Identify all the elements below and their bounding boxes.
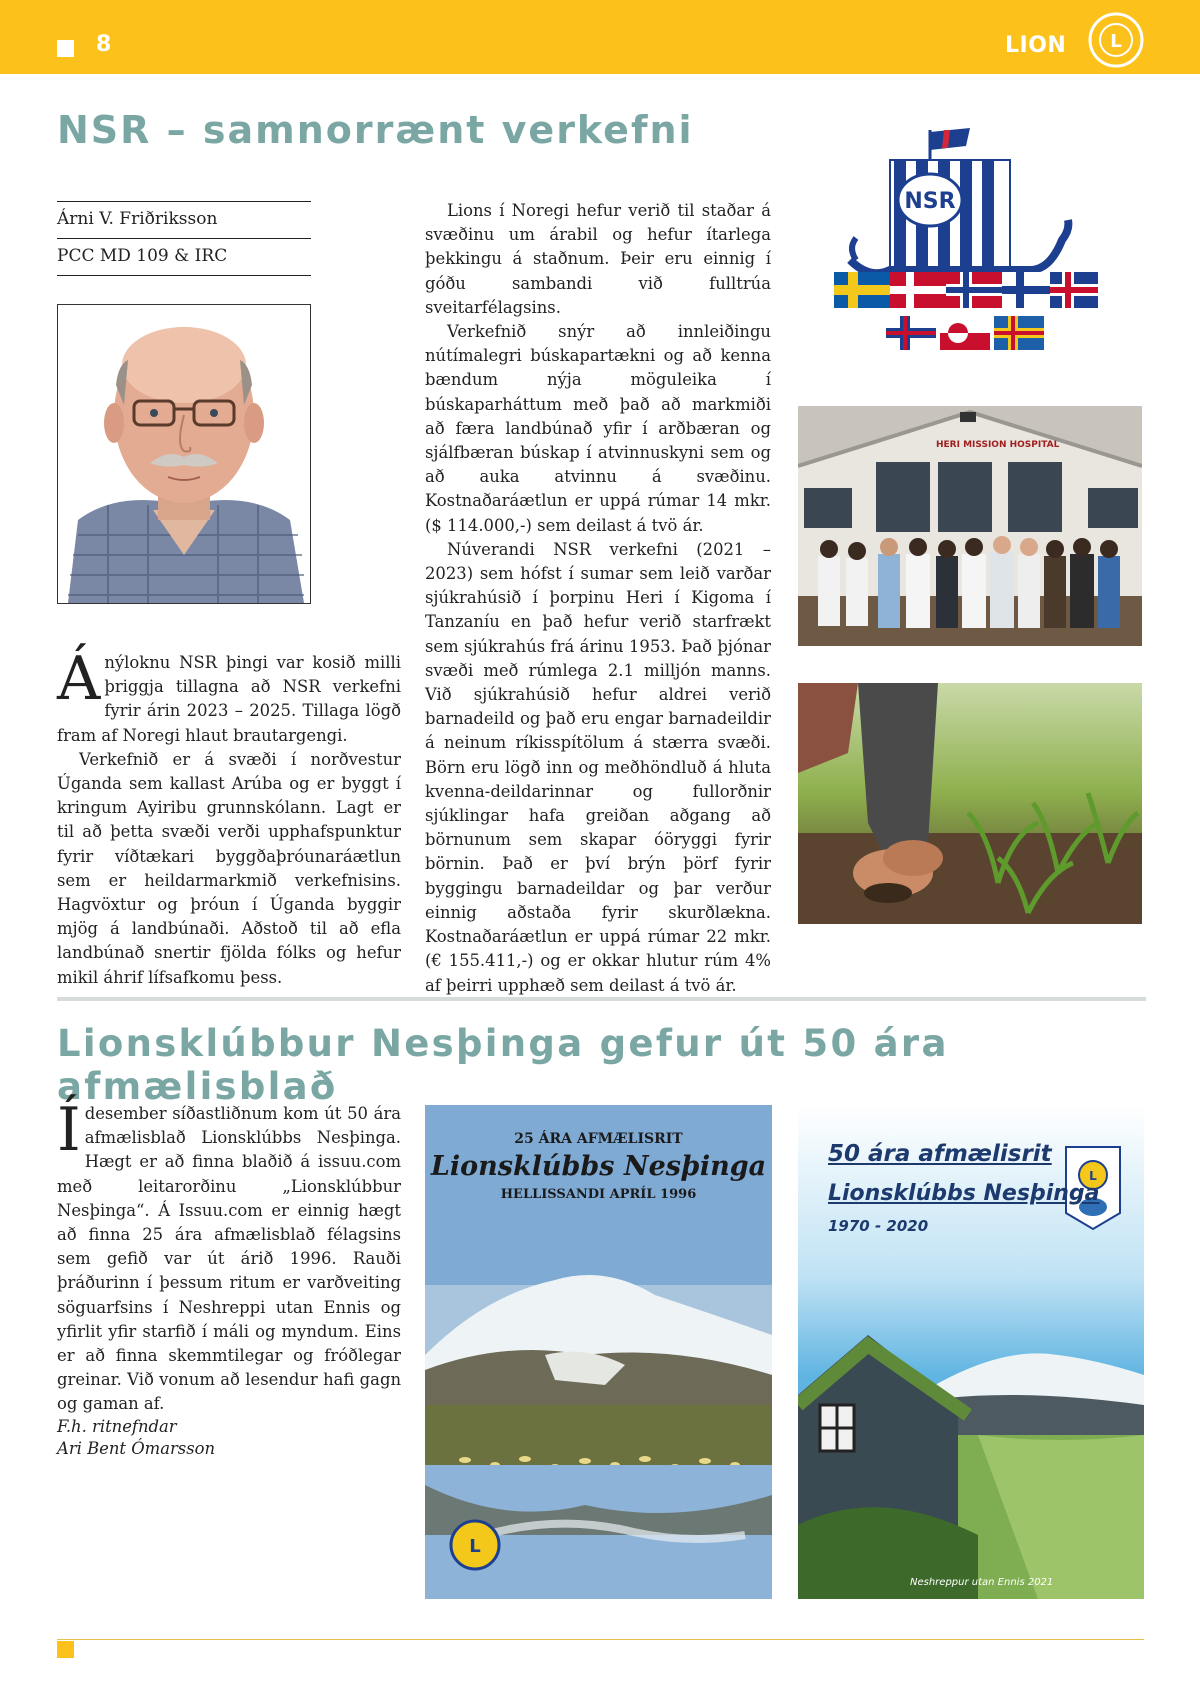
article1-column1 <box>57 644 401 990</box>
paragraph: desember síðastliðnum kom út 50 ára afmælisblað Lionsklúbbs Nesþinga. Hægt er að finna blaðið á issuu.com með leitarorðinu „Lionsklúbbur Nesþinga“. Á Issuu.com er einnig hægt að finna 25 ára afmælisblað félagsins sem gefið var út árið 1996. Rauði þráðurinn í þessum ritum er varðveiting söguarfsins í Neshreppi utan Ennis og yfirlit yfir starfið í máli og myndum. Eins er að finna skemmtilegar og fróðlegar greinar. Við vonum að lesendur hafi gagn og gaman af. <box>57 1104 401 1414</box>
cover-title: Lionsklúbbs Nesþinga <box>430 1151 767 1182</box>
nsr-logo-text: NSR <box>904 189 956 214</box>
paragraph: Núverandi NSR verkefni (2021 – 2023) sem hófst í sumar sem leið varðar sjúkrahúsið í þorpinu Heri í Kigoma í Tanzaníu en það hefur verið starfrækt sem sjúkrahús frá árinu 1953. Það þjónar svæði með rúmlega 2.1 milljón manns. Við sjúkrahúsið hefur aldrei verið barnadeild og það eru engar barnadeildir á neinum ríkisspítölum á stærra svæði. Börn eru lögð inn og meðhöndluð á hluta kvenna-deildarinnar og fullorðnir sjúklingar hafa greiðan aðgang að börnunum sem skapar óöryggi fyrir börnin. Það er því brýn þörf fyrir byggingu barnadeildar og þar verður einnig aðstaða fyrir skurðlækna. Kostnaðaráætlun er uppá rúmar 22 mkr. (€ 155.411,-) og er okkar hlutur rúm 4% af þeirri upphæð sem deilast á tvö ár. <box>425 539 771 995</box>
signature-line: F.h. ritnefndar <box>57 1417 177 1436</box>
author-name: Árni V. Friðriksson <box>57 201 311 238</box>
author-title: PCC MD 109 & IRC <box>57 238 311 276</box>
dropcap: Á <box>57 644 101 714</box>
paragraph: Lions í Noregi hefur verið til staðar á svæðinu um árabil og hefur ítarlega þekkingu á staðnum. Þeir eru einnig í góðu sambandi við fulltrúa sveitarfélagsins. <box>425 201 771 317</box>
cover-2021 <box>798 1105 1144 1599</box>
header-square <box>57 40 74 57</box>
cover2-footer: Neshreppur utan Ennis 2021 <box>910 1577 1054 1588</box>
article-title: Lionsklúbbur Nesþinga gefur út 50 ára afmælisblað <box>57 1022 949 1108</box>
paragraph: Verkefnið snýr að innleiðingu nútímalegri búskapartækni og að kenna bændum nýja möguleika í búskaparháttum með það að markmiði að færa landbúnað yfir í arðbæran og sjálfbæran búskap í atvinnuskyni sem og að auka atvinnu á svæðinu. Kostnaðaráætlun er uppá rúmar 14 mkr. ($ 114.000,-) sem deilast á tvö ár. <box>425 322 771 535</box>
paragraph: Verkefnið er á svæði í norðvestur Úganda sem kallast Arúba og er byggt í kringum Ayiribu grunnskólann. Lagt er til að þetta svæði verði upphafspunktur fyrir víðtækari byggðaþróunaráætlun sem er heildarmarkmið verkefnisins. Hagvöxtur og þróun í Úganda byggir mjög á landbúnaði. Aðstoð til að efla landbúnað snertir fjölda fólks og hefur mikil áhrif lífsafkomu þess. <box>57 749 401 987</box>
signature <box>57 1416 215 1460</box>
cover2-title: Lionsklúbbs Nesþinga <box>828 1181 1100 1206</box>
cover-1996 <box>425 1105 772 1599</box>
article-title: NSR – samnorrænt verkefni <box>57 108 694 152</box>
farming-photo <box>798 683 1142 924</box>
svg-text:L: L <box>469 1536 481 1557</box>
signature-name: Ari Bent Ómarsson <box>57 1439 216 1458</box>
byline <box>57 201 311 276</box>
dropcap: Í <box>57 1095 81 1165</box>
section-divider <box>57 997 1146 1001</box>
magazine-name: LION <box>1005 33 1067 58</box>
cover-date: HELLISSANDI APRÍL 1996 <box>500 1187 697 1202</box>
svg-text:L: L <box>1089 1169 1097 1183</box>
hospital-photo <box>798 406 1142 646</box>
svg-text:L: L <box>1110 31 1122 52</box>
article1-column2 <box>425 199 771 998</box>
cover2-subtitle: 50 ára afmælisrit <box>828 1141 1052 1167</box>
footer-line <box>57 1639 1144 1640</box>
hospital-sign: HERI MISSION HOSPITAL <box>936 440 1060 450</box>
author-portrait <box>57 304 311 604</box>
header-bar <box>0 0 1200 74</box>
paragraph: nýloknu NSR þingi var kosið milli þriggja tillagna að NSR verkefni fyrir árin 2023 – 2025. Tillaga lögð fram af Noregi hlaut brautargengi. <box>57 653 401 745</box>
cover-subtitle: 25 ÁRA AFMÆLISRIT <box>514 1131 683 1147</box>
page-number: 8 <box>96 32 112 57</box>
footer-square <box>57 1641 74 1658</box>
lions-logo-icon <box>1088 12 1144 68</box>
article2-column <box>57 1095 401 1417</box>
cover2-years: 1970 - 2020 <box>828 1217 929 1235</box>
nsr-logo <box>830 120 1102 372</box>
